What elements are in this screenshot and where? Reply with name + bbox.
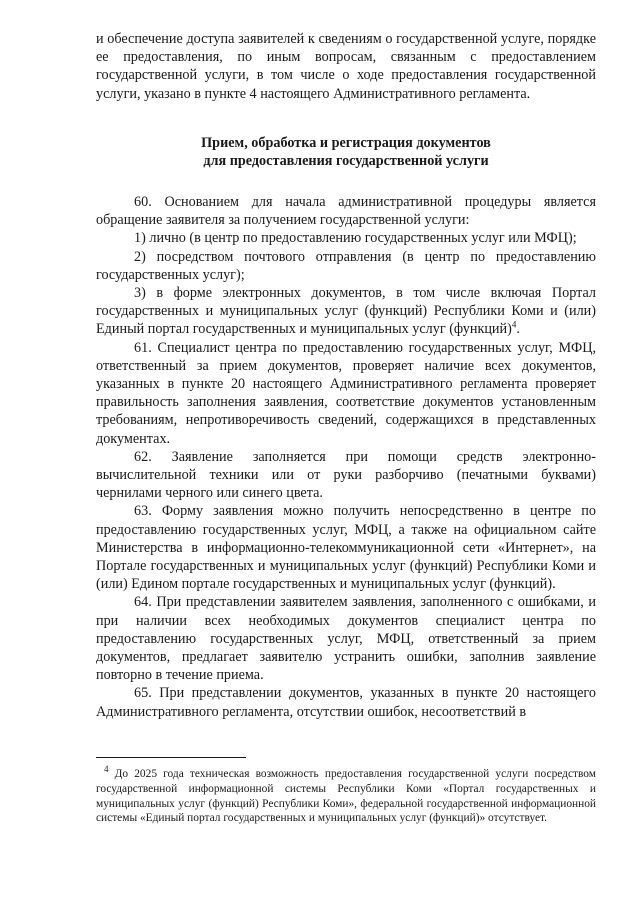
footnote-divider (96, 757, 246, 758)
paragraph-63: 63. Форму заявления можно получить непосредственно в центре по предоставлению государственных услуг, МФЦ, а также на официальном сайте Министерства в информационно-телекоммуникационной сети «Интернет», на Портале государственных и муниципальных услуг (функций) Республики Коми и (или) Едином портале государственных и муниципальных услуг (функций). (96, 503, 596, 593)
paragraph-61: 61. Специалист центра по предоставлению государственных услуг, МФЦ, ответственный за прием документов, проверяет наличие всех документов, указанных в пункте 20 настоящего Административного регламента проверяет правильность заполнения заявления, соответствие документов установленным требованиям, непротиворечивость сведений, содержащихся в представленных документах. (96, 339, 596, 447)
paragraph-60-item-1: 1) лично (в центр по предоставлению государственных услуг или МФЦ); (134, 230, 577, 247)
intro-paragraph: и обеспечение доступа заявителей к сведениям о государственной услуге, порядке ее предоставления, по иным вопросам, связанным с предоставлением государственной услуги, в том числе о ходе предоставления государственной услуги, указано в пункте 4 настоящего Административного регламента. (96, 31, 596, 102)
section-heading (96, 134, 596, 170)
body-block (96, 193, 596, 721)
intro-block (96, 30, 596, 103)
paragraph-60-item-2: 2) посредством почтового отправления (в центр по предоставлению государственных услуг); (96, 248, 596, 283)
footnote-number: 4 (104, 764, 109, 775)
paragraph-60-item-3-end: . (516, 321, 520, 338)
paragraph-65: 65. При представлении документов, указанных в пункте 20 настоящего Административного регламента, отсутствии ошибок, несоответствий в (96, 685, 596, 720)
footnote-reference: 4 (511, 319, 517, 330)
paragraph-60: 60. Основанием для начала административной процедуры является обращение заявителя за получением государственной услуги: (96, 194, 596, 229)
section-heading-line-1: Прием, обработка и регистрация документов (201, 135, 491, 151)
footnote-text: До 2025 года техническая возможность предоставления государственной услуги посредством государственной информационной системы Республики Коми «Портал государственных и муниципальных услуг (функций) Республики Коми», федеральной государственной информационной системы «Единый портал государственных и муниципальных услуг (функций)» отсутствует. (96, 768, 596, 825)
footnote (96, 764, 596, 826)
paragraph-62: 62. Заявление заполняется при помощи средств электронно-вычислительной техники или от руки разборчиво (печатными буквами) чернилами черного или синего цвета. (96, 448, 596, 502)
paragraph-64: 64. При представлении заявителем заявления, заполненного с ошибками, и при наличии всех необходимых документов специалист центра по предоставлению государственных услуг, МФЦ, ответственный за прием документов, предлагает заявителю устранить ошибки, заполнив заявление повторно в течение приема. (96, 594, 596, 684)
paragraph-60-item-3-text: 3) в форме электронных документов, в том числе включая Портал государственных и муниципальных услуг (функций) Республики Коми и (или) Единый портал государственных и муниципальных услуг (функций) (96, 285, 596, 338)
paragraph-60-item-3 (96, 284, 596, 339)
section-heading-line-2: для предоставления государственной услуги (203, 153, 489, 169)
